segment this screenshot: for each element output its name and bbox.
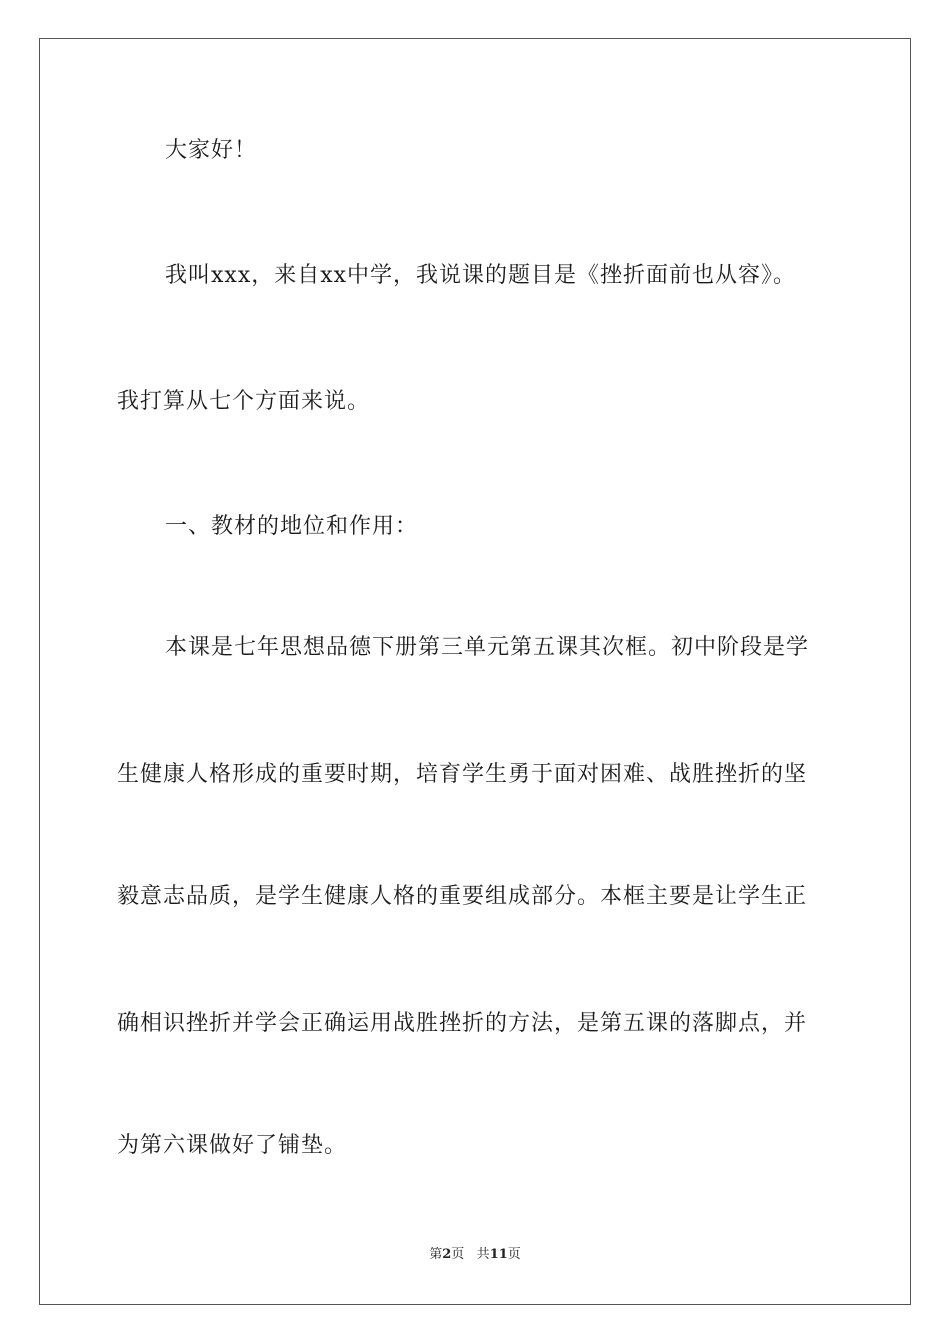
paragraph-line: 为第六课做好了铺垫。	[117, 1133, 348, 1158]
footer-total-suffix: 页	[507, 1247, 521, 1262]
greeting-line: 大家好！	[165, 138, 258, 163]
page-frame	[39, 38, 911, 1305]
paragraph-line: 本课是七年思想品德下册第三单元第五课其次框。初中阶段是学	[165, 635, 810, 660]
intro-line: 我叫xxx，来自xx中学，我说课的题目是《挫折面前也从容》。	[165, 263, 797, 288]
paragraph-line: 确相识挫折并学会正确运用战胜挫折的方法，是第五课的落脚点，并	[117, 1011, 808, 1036]
footer-page-suffix: 页	[451, 1247, 465, 1262]
paragraph-line: 毅意志品质，是学生健康人格的重要组成部分。本框主要是让学生正	[117, 884, 808, 909]
footer-total-number: 11	[489, 1247, 508, 1262]
footer-page-number: 2	[442, 1247, 452, 1262]
footer-total-prefix: 共	[476, 1247, 490, 1262]
paragraph-line: 生健康人格形成的重要时期，培育学生勇于面对困难、战胜挫折的坚	[117, 762, 808, 787]
page-footer	[0, 1246, 950, 1264]
footer-page-prefix: 第	[429, 1247, 443, 1262]
section-heading: 一、教材的地位和作用：	[165, 514, 419, 539]
plan-line: 我打算从七个方面来说。	[117, 389, 371, 414]
